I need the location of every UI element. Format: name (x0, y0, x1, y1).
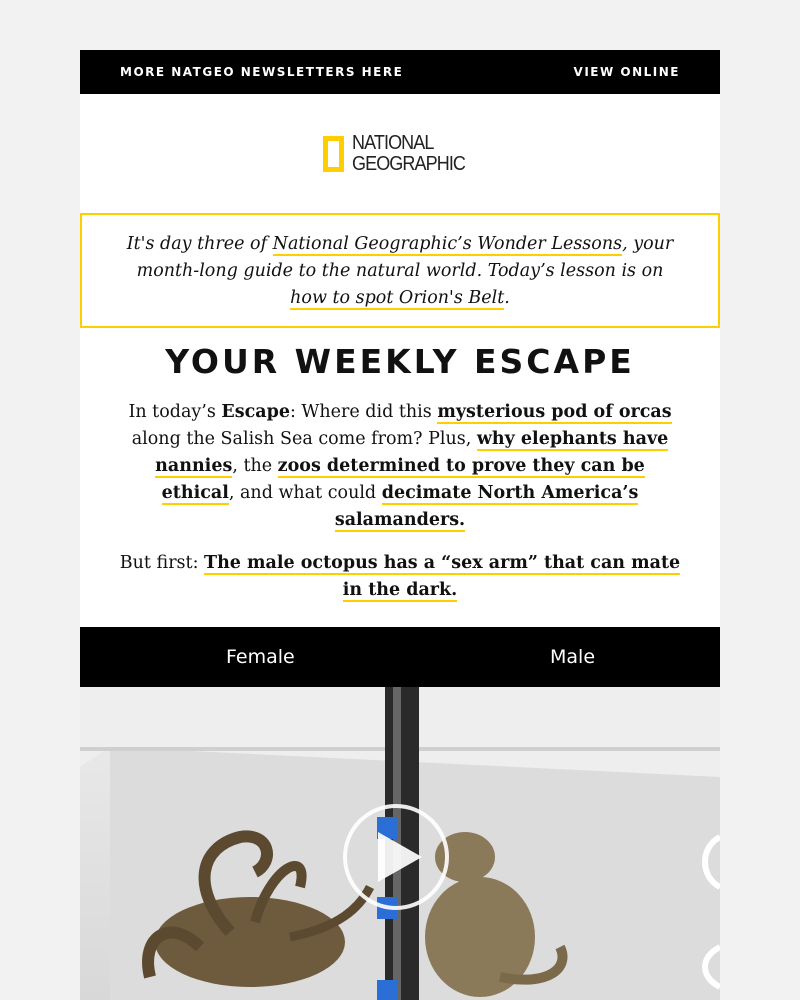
female-label: Female (226, 646, 295, 668)
paragraph-text: along the Salish Sea come from? Plus, (131, 429, 477, 449)
logo-line-2: GEOGRAPHIC (351, 152, 465, 175)
view-online-link[interactable]: VIEW ONLINE (573, 65, 680, 79)
orions-belt-link[interactable]: how to spot Orion's Belt (290, 288, 505, 308)
page-title: YOUR WEEKLY ESCAPE (165, 342, 635, 381)
intro-text: It's day three of (126, 234, 273, 254)
first-paragraph (80, 550, 720, 604)
paragraph-text: : Where did this (289, 402, 438, 422)
play-button[interactable] (343, 804, 449, 910)
octopus-link[interactable]: The male octopus has a “sex arm” that can mate in the dark. (204, 553, 681, 600)
video-label-bar (80, 627, 720, 687)
yellow-border-icon (323, 136, 344, 172)
logo-area (80, 94, 720, 213)
paragraph-text: , and what could (228, 483, 382, 503)
intro-text: . (504, 288, 510, 308)
octopus-video-thumbnail[interactable] (80, 687, 720, 1000)
elephants-link[interactable]: why elephants have nannies (155, 429, 669, 476)
escape-bold: Escape (221, 402, 290, 422)
paragraph-text: But first: (119, 553, 205, 573)
orcas-link[interactable]: mysterious pod of orcas (437, 402, 672, 422)
paragraph-text: In today’s (128, 402, 222, 422)
zoos-link[interactable]: zoos determined to prove they can be ethical (161, 456, 645, 503)
more-newsletters-link[interactable]: MORE NATGEO NEWSLETTERS HERE (120, 65, 404, 79)
intro-box (80, 213, 720, 328)
paragraph-text: , the (232, 456, 278, 476)
intro-text: , your month-long guide to the natural world. Today’s lesson is on (136, 234, 674, 281)
escape-paragraph (80, 399, 720, 534)
play-icon (378, 832, 422, 882)
email-body (80, 50, 720, 1000)
top-bar (80, 50, 720, 94)
male-label: Male (550, 646, 596, 668)
logo-line-1: NATIONAL (351, 131, 434, 154)
wonder-lessons-link[interactable]: National Geographic’s Wonder Lessons (272, 234, 623, 254)
salamanders-link[interactable]: decimate North America’s salamanders. (334, 483, 639, 530)
natgeo-logo[interactable] (323, 133, 478, 175)
